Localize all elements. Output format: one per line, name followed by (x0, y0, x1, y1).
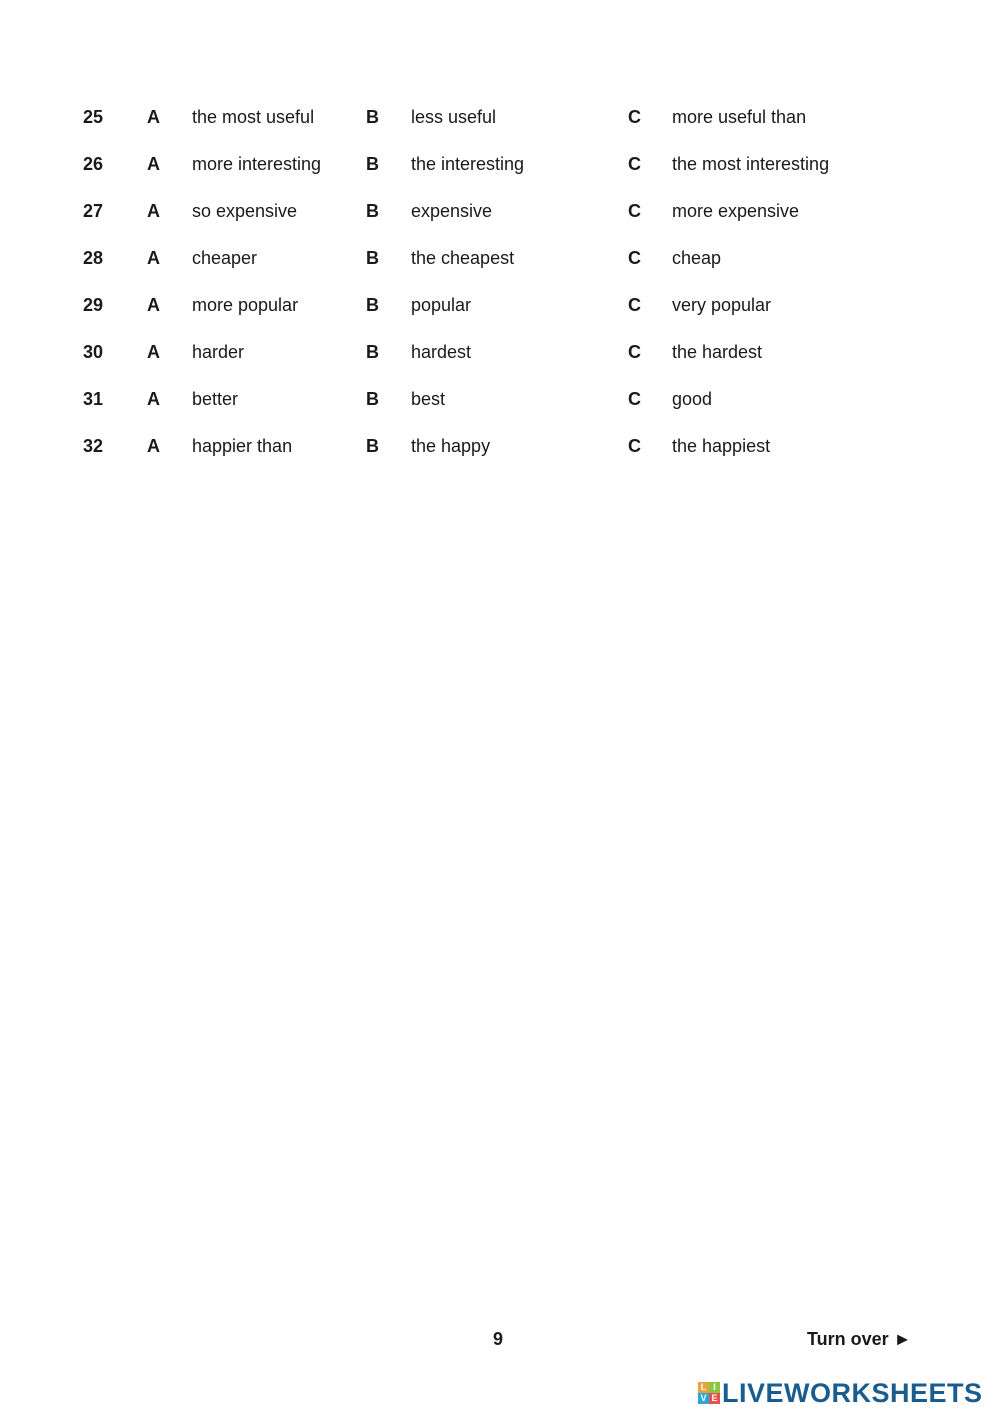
option-letter-b: B (366, 154, 379, 174)
option-letter-b: B (366, 295, 379, 315)
option-b-text: less useful (411, 107, 497, 127)
option-letter-a: A (147, 107, 160, 127)
option-c-text: the happiest (672, 436, 771, 456)
option-c-text: very popular (672, 295, 772, 315)
logo-letter: L (698, 1382, 709, 1393)
option-letter-b: B (366, 201, 379, 221)
question-number: 32 (83, 436, 104, 456)
option-b-text: expensive (411, 201, 493, 221)
option-b-text: the interesting (411, 154, 525, 174)
option-c-text: cheap (672, 248, 722, 268)
option-b-text: the cheapest (411, 248, 515, 268)
question-number: 26 (83, 154, 104, 174)
liveworksheets-branding (698, 1377, 983, 1409)
question-number: 29 (83, 295, 104, 315)
logo-letter: V (698, 1393, 709, 1404)
question-number: 31 (83, 389, 104, 409)
option-letter-a: A (147, 436, 160, 456)
question-row (0, 384, 1000, 414)
option-b-text: the happy (411, 436, 491, 456)
option-a-text: so expensive (192, 201, 298, 221)
option-letter-a: A (147, 248, 160, 268)
question-row (0, 149, 1000, 179)
question-number: 25 (83, 107, 104, 127)
option-letter-c: C (628, 342, 641, 362)
option-a-text: happier than (192, 436, 293, 456)
option-letter-c: C (628, 248, 641, 268)
option-letter-c: C (628, 154, 641, 174)
option-a-text: cheaper (192, 248, 258, 268)
question-row (0, 431, 1000, 461)
brand-name: LIVEWORKSHEETS (722, 1377, 983, 1408)
option-letter-b: B (366, 342, 379, 362)
question-row (0, 196, 1000, 226)
liveworksheets-logo-icon (698, 1382, 720, 1404)
option-letter-c: C (628, 201, 641, 221)
option-letter-a: A (147, 342, 160, 362)
option-a-text: more interesting (192, 154, 322, 174)
logo-letter: I (709, 1382, 720, 1393)
option-letter-a: A (147, 295, 160, 315)
logo-letter: E (709, 1393, 720, 1404)
option-a-text: the most useful (192, 107, 315, 127)
option-c-text: the hardest (672, 342, 763, 362)
page-number: 9 (493, 1329, 504, 1349)
option-a-text: harder (192, 342, 245, 362)
option-letter-a: A (147, 201, 160, 221)
option-c-text: more expensive (672, 201, 800, 221)
option-letter-b: B (366, 248, 379, 268)
option-a-text: more popular (192, 295, 299, 315)
option-a-text: better (192, 389, 239, 409)
option-c-text: more useful than (672, 107, 807, 127)
question-row (0, 337, 1000, 367)
option-letter-a: A (147, 389, 160, 409)
question-row (0, 243, 1000, 273)
question-row (0, 290, 1000, 320)
turn-over-label: Turn over ► (807, 1329, 912, 1349)
option-letter-c: C (628, 436, 641, 456)
option-letter-b: B (366, 389, 379, 409)
option-b-text: hardest (411, 342, 472, 362)
option-b-text: popular (411, 295, 472, 315)
option-b-text: best (411, 389, 446, 409)
option-c-text: the most interesting (672, 154, 830, 174)
option-letter-c: C (628, 389, 641, 409)
option-letter-b: B (366, 436, 379, 456)
question-row (0, 102, 1000, 132)
option-letter-c: C (628, 295, 641, 315)
option-letter-b: B (366, 107, 379, 127)
option-letter-a: A (147, 154, 160, 174)
question-number: 30 (83, 342, 104, 362)
option-c-text: good (672, 389, 713, 409)
question-number: 27 (83, 201, 104, 221)
option-letter-c: C (628, 107, 641, 127)
question-number: 28 (83, 248, 104, 268)
